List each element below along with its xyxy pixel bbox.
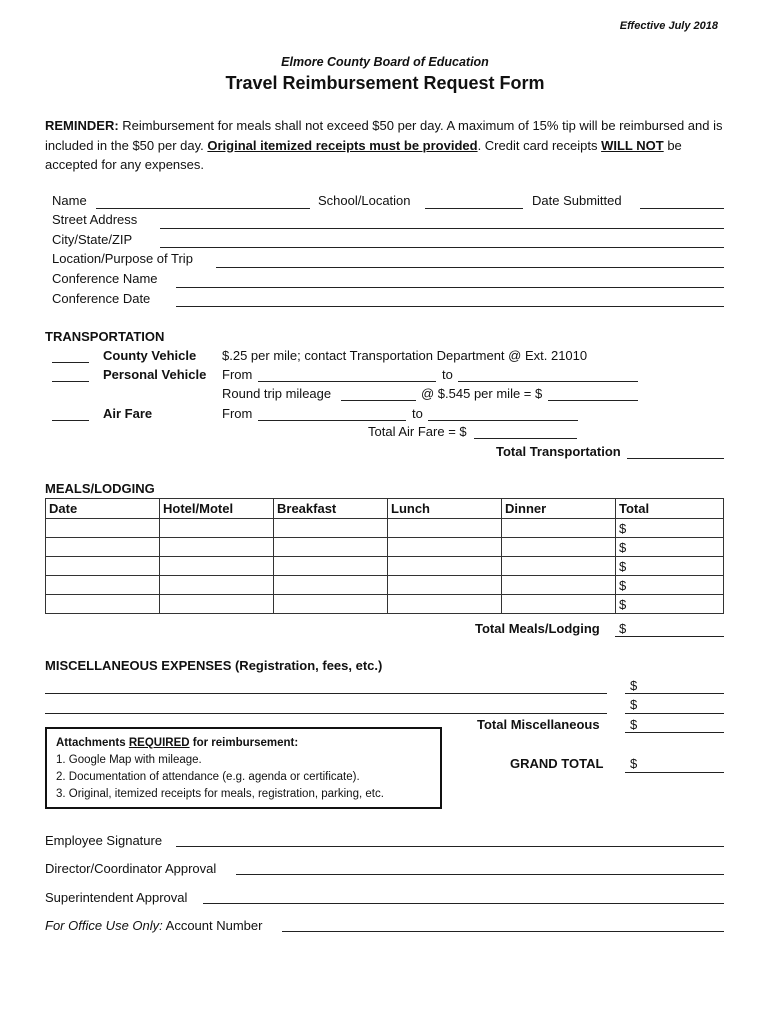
street-label: Street Address [52,212,138,227]
col-total: Total [616,499,724,519]
conference-date-label: Conference Date [52,291,151,306]
director-approval-label: Director/Coordinator Approval [45,861,217,876]
round-trip-field[interactable] [341,400,416,401]
effective-date: Effective July 2018 [619,20,718,32]
row-total[interactable]: $ [616,595,724,614]
misc-heading: MISCELLANEOUS EXPENSES (Registration, fees, etc.) [45,658,383,673]
reminder-paragraph [45,116,731,175]
superintendent-approval-label: Superintendent Approval [45,890,188,905]
meals-table [45,498,724,614]
date-submitted-field[interactable] [640,208,724,209]
county-vehicle-label: County Vehicle [103,348,197,363]
table-row [46,519,724,538]
meals-heading: MEALS/LODGING [45,481,155,496]
board-name: Elmore County Board of Education [281,55,489,69]
conference-date-field[interactable] [176,306,724,307]
school-label: School/Location [318,193,411,208]
total-meals-label: Total Meals/Lodging [475,621,600,636]
reminder-label: REMINDER: [45,118,119,133]
pv-to-label: to [442,367,453,382]
pv-to-field[interactable] [458,381,638,382]
row-total[interactable]: $ [616,557,724,576]
personal-vehicle-check[interactable] [52,381,89,382]
grand-total-field[interactable] [625,772,724,773]
table-row [46,538,724,557]
misc-dollar-2: $ [630,697,638,712]
conference-name-field[interactable] [176,287,724,288]
col-lunch: Lunch [388,499,502,519]
attachment-item-2: 2. Documentation of attendance (e.g. agenda or certificate). [56,771,360,783]
county-vehicle-check[interactable] [52,362,89,363]
employee-signature-field[interactable] [176,846,724,847]
col-hotel: Hotel/Motel [160,499,274,519]
mileage-rate: @ $.545 per mile = $ [421,386,543,401]
page-title: Travel Reimbursement Request Form [225,73,545,93]
grand-total-label: GRAND TOTAL [510,756,604,771]
director-approval-field[interactable] [236,874,724,875]
account-number-field[interactable] [282,931,724,932]
col-date: Date [46,499,160,519]
total-meals-dollar: $ [619,621,627,636]
misc-desc-1[interactable] [45,693,607,694]
meals-header-row [46,499,724,519]
employee-signature-label: Employee Signature [45,833,163,848]
reminder-text: Reimbursement for meals shall not exceed $50 per day. A maximum of 15% tip will be reimbursed and is included in the $50 per day. [45,118,723,153]
air-from-label: From [222,406,253,421]
col-dinner: Dinner [502,499,616,519]
round-trip-label: Round trip mileage [222,386,332,401]
conference-name-label: Conference Name [52,271,158,286]
street-field[interactable] [160,228,724,229]
school-field[interactable] [425,208,523,209]
misc-desc-2[interactable] [45,713,607,714]
table-row [46,557,724,576]
total-air-field[interactable] [474,438,577,439]
table-row [46,595,724,614]
total-misc-field[interactable] [625,732,724,733]
reminder-text-2: . Credit card receipts [477,137,602,153]
col-breakfast: Breakfast [274,499,388,519]
air-to-field[interactable] [428,420,578,421]
misc-amount-2[interactable] [625,713,724,714]
city-field[interactable] [160,247,724,248]
air-from-field[interactable] [258,420,406,421]
row-total[interactable]: $ [616,519,724,538]
attachments-title: Attachments REQUIRED for reimbursement: [56,737,299,749]
air-fare-label: Air Fare [103,406,153,421]
total-air-label: Total Air Fare = $ [368,424,467,439]
total-misc-dollar: $ [630,717,638,732]
grand-total-dollar: $ [630,756,638,771]
personal-vehicle-label: Personal Vehicle [103,367,207,382]
receipts-required: Original itemized receipts must be provided [207,137,478,153]
air-to-label: to [412,406,423,421]
superintendent-approval-field[interactable] [203,903,724,904]
attachments-box [45,727,442,809]
air-fare-check[interactable] [52,420,89,421]
total-meals-field[interactable] [615,636,724,637]
account-number-label: For Office Use Only: Account Number [45,918,263,933]
misc-amount-1[interactable] [625,693,724,694]
total-transport-field[interactable] [627,458,724,459]
pv-from-label: From [222,367,253,382]
table-row [46,576,724,595]
purpose-field[interactable] [216,267,724,268]
pv-from-field[interactable] [258,381,436,382]
name-label: Name [52,193,87,208]
name-field[interactable] [96,208,310,209]
total-misc-label: Total Miscellaneous [477,717,600,732]
city-label: City/State/ZIP [52,232,133,247]
row-total[interactable]: $ [616,538,724,557]
date-submitted-label: Date Submitted [532,193,622,208]
reminder-text-3: be accepted for any expenses. [45,137,682,172]
attachment-item-3: 3. Original, itemized receipts for meals, registration, parking, etc. [56,788,384,800]
mileage-total-field[interactable] [548,400,638,401]
will-not: WILL NOT [601,137,664,153]
total-transport-label: Total Transportation [496,444,621,459]
county-vehicle-note: $.25 per mile; contact Transportation Department @ Ext. 21010 [222,348,588,363]
row-total[interactable]: $ [616,576,724,595]
misc-dollar-1: $ [630,678,638,693]
purpose-label: Location/Purpose of Trip [52,251,193,266]
transportation-heading: TRANSPORTATION [45,329,165,344]
attachment-item-1: 1. Google Map with mileage. [56,754,202,766]
